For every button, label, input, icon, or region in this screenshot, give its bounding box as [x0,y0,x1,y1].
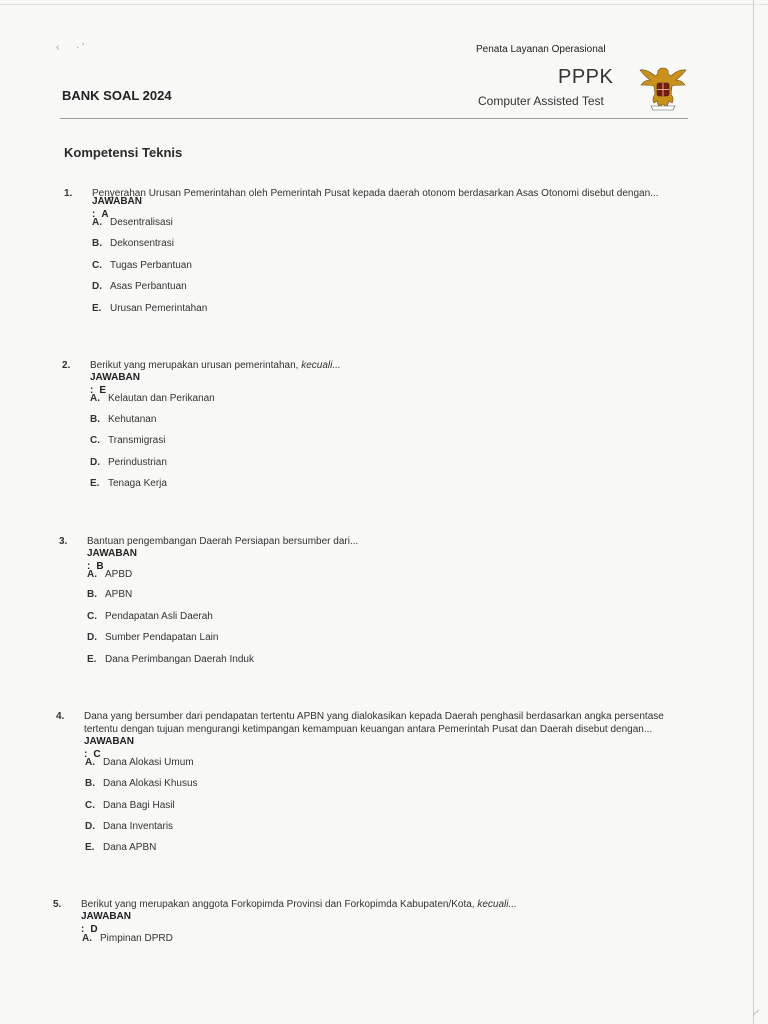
question-stem-text: Berikut yang merupakan anggota Forkopimda Provinsi dan Forkopimda Kabupaten/Kota, [81,899,478,910]
option-text: Kehutanan [108,414,157,425]
option-letter: B. [90,414,100,425]
option-letter: C. [87,611,97,622]
option-text: Dana Bagi Hasil [103,800,175,811]
question-stem-italic: kecuali... [477,899,517,910]
answer-value: B [96,561,104,572]
option-letter: A. [92,217,102,228]
question-number: 4. [56,711,65,722]
question-number: 2. [62,360,71,371]
answer-value: A [101,209,109,220]
option-text: Dekonsentrasi [110,238,174,249]
option-letter: C. [85,800,95,811]
option-text: Urusan Pemerintahan [110,303,208,314]
answer-label: JAWABAN : [84,736,135,760]
garuda-emblem-icon [637,64,689,112]
option-text: Perindustrian [108,457,167,468]
option-letter: D. [92,281,102,292]
option-letter: A. [90,393,100,404]
option-text: Kelautan dan Perikanan [108,393,215,404]
header-brand: PPPK [558,66,614,88]
option-text: Tugas Perbantuan [110,260,192,271]
answer-value: E [99,385,107,396]
document-title: BANK SOAL 2024 [62,88,172,103]
answer-label: JAWABAN : [81,911,132,935]
option-text: Transmigrasi [108,435,166,446]
option-letter: C. [92,260,102,271]
question-stem-text: Berikut yang merupakan urusan pemerintahan, [90,360,302,371]
answer-value: D [90,924,98,935]
scan-right-edge [753,0,754,1024]
question-stem [90,359,690,372]
question-stem [81,898,681,911]
answer-label: JAWABAN : [92,196,143,220]
answer-label: JAWABAN : [87,548,138,572]
option-letter: E. [85,842,95,853]
option-text: Pimpinan DPRD [100,933,173,944]
option-letter: E. [92,303,102,314]
option-text: APBN [105,589,133,600]
option-text: Sumber Pendapatan Lain [105,632,219,643]
option-text: Dana Inventaris [103,821,174,832]
option-letter: B. [87,589,97,600]
option-text: Pendapatan Asli Daerah [105,611,213,622]
scan-smudge: ‹ · ′ [56,42,84,53]
option-letter: A. [85,757,95,768]
option-letter: A. [87,569,97,580]
option-letter: D. [85,821,95,832]
option-text: Dana Alokasi Umum [103,757,194,768]
header-category: Computer Assisted Test [478,94,604,108]
option-letter: B. [85,778,95,789]
option-letter: C. [90,435,100,446]
option-text: Asas Perbantuan [110,281,187,292]
header-subtitle: Penata Layanan Operasional [476,44,606,55]
option-letter: B. [92,238,102,249]
option-letter: D. [90,457,100,468]
option-text: Dana Alokasi Khusus [103,778,198,789]
answer-label: JAWABAN : [90,372,141,396]
question-stem: Bantuan pengembangan Daerah Persiapan bersumber dari... [87,536,359,547]
option-text: Dana APBN [103,842,157,853]
question-stem: Penyerahan Urusan Pemerintahan oleh Pemerintah Pusat kepada daerah otonom berdasarkan Asas Otonomi disebut dengan... [92,188,659,199]
section-title: Kompetensi Teknis [64,145,183,160]
question-number: 5. [53,899,62,910]
option-text: APBD [105,569,133,580]
scan-top-edge [0,4,768,5]
option-text: Tenaga Kerja [108,478,167,489]
option-letter: E. [87,654,97,665]
option-letter: A. [82,933,92,944]
answer-value: C [93,749,101,760]
question-stem-italic: kecuali... [301,360,341,371]
option-text: Dana Perimbangan Daerah Induk [105,654,254,665]
option-text: Desentralisasi [110,217,173,228]
option-letter: E. [90,478,100,489]
question-number: 3. [59,536,68,547]
option-letter: D. [87,632,97,643]
question-number: 1. [64,188,73,199]
question-stem: Dana yang bersumber dari pendapatan tertentu APBN yang dialokasikan kepada Daerah penghasil berdasarkan angka persentase tertentu dengan tujuan mengurangi ketimpangan kemampuan keuangan antara Pemerintah Pusat dan Daerah disebut dengan... [84,711,664,735]
header-divider [60,118,688,119]
